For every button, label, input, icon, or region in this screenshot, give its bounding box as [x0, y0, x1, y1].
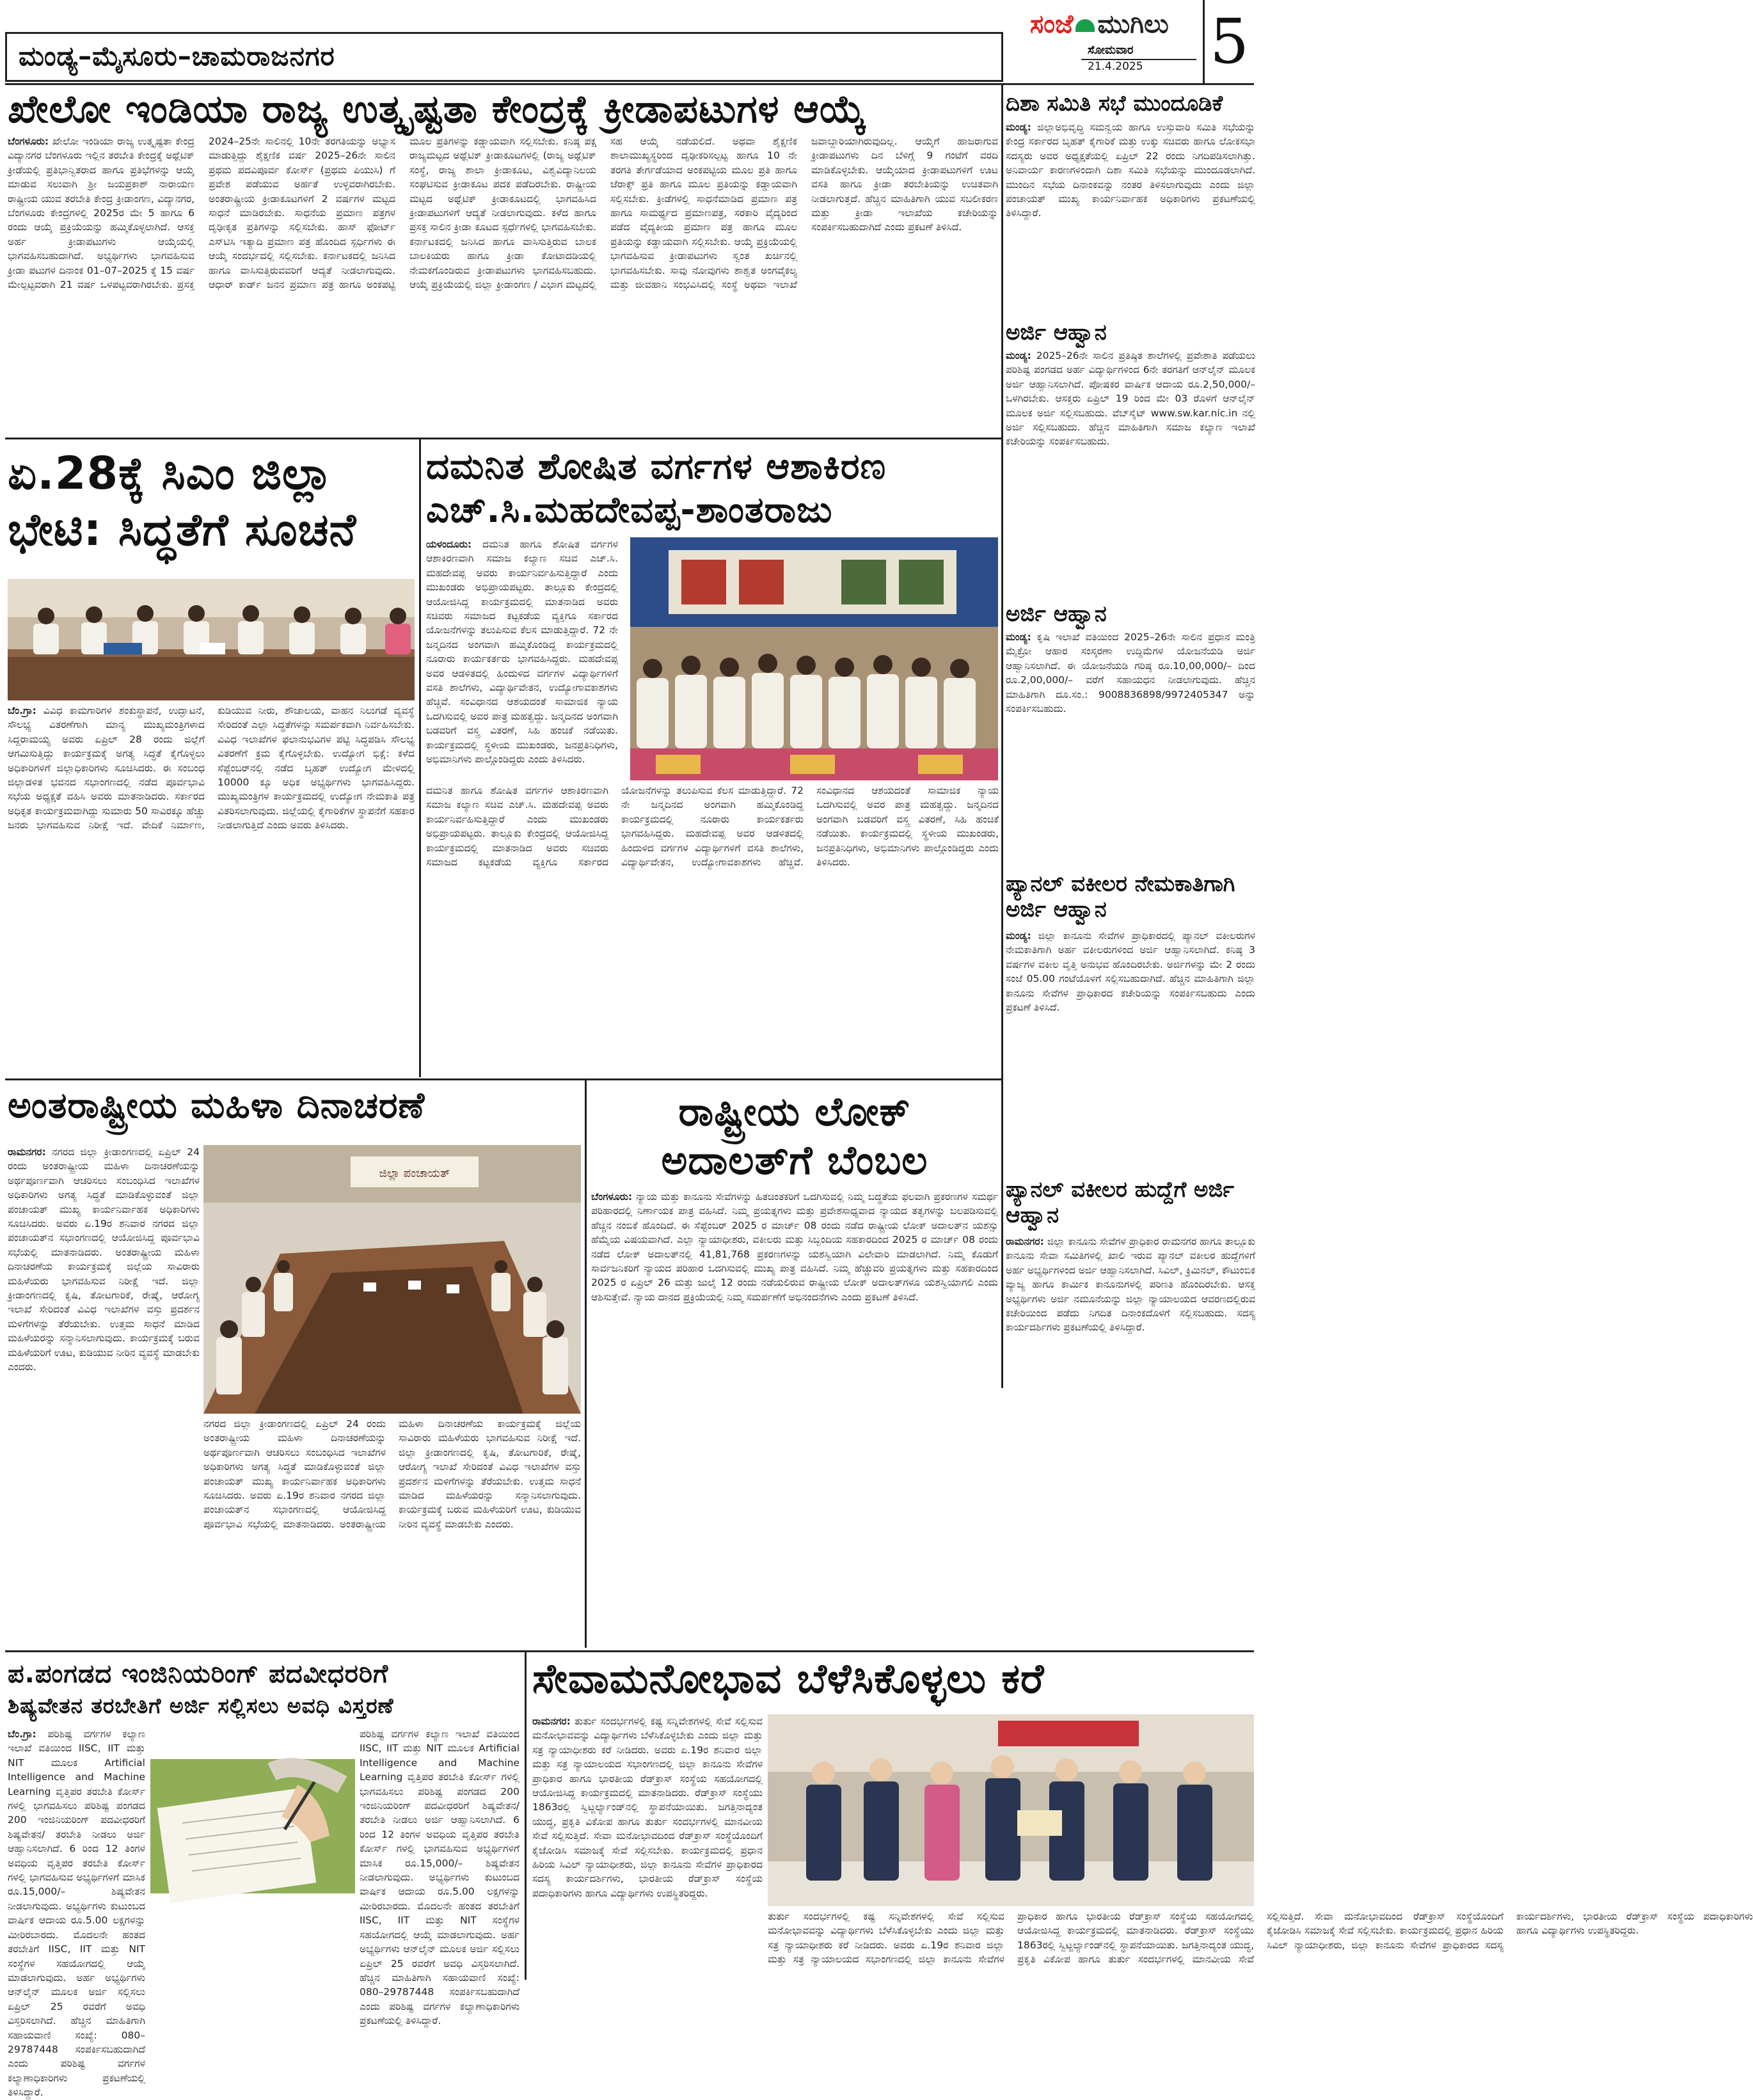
hall-meeting-illustration: [203, 1145, 581, 1414]
lok-adalat-headline-line1: ರಾಷ್ಟ್ರೀಯ ಲೋಕ್: [678, 1088, 911, 1135]
panel-advocates-text: ಜಿಲ್ಲಾ ಕಾನೂನು ಸೇವೆಗಳ ಪ್ರಾಧಿಕಾರದಲ್ಲಿ ಪ್ಯಾನಲ್ ವಕೀಲರುಗಳ ನೇಮಕಾತಿಗಾಗಿ ಅರ್ಹ ವಕೀಲರುಗಳಿಂದ ಅರ್ಜಿ ಆಹ್ವಾನಿಸಲಾಗಿದೆ. ಕನಿಷ್ಠ 3 ವರ್ಷಗಳ ವಕೀಲ ವೃತ್ತಿ ಅನುಭವ ಹೊಂದಿರಬೇಕು. ಅರ್ಜಿಗಳನ್ನು ಮೇ 2 ರಂದು ಸಂಜೆ 05.00 ಗಂಟೆಯೊಳಗೆ ಸಲ್ಲಿಸಬಹುದಾಗಿದೆ. ಹೆಚ್ಚಿನ ಮಾಹಿತಿಗಾಗಿ ಜಿಲ್ಲಾ ಕಾನೂನು ಸೇವೆಗಳ ಪ್ರಾಧಿಕಾರದ ಕಚೇರಿಯನ್ನು ಸಂಪರ್ಕಿಸಬಹುದು ಎಂದು ಪ್ರಕಟಣೆ ತಿಳಿಸಿದೆ.: [1006, 930, 1255, 1014]
cm-visit-headline-line2: ಭೇಟಿ: ಸಿದ್ಧತೆಗೆ ಸೂಚನೆ: [8, 503, 357, 556]
application1-headline: ಅರ್ಜಿ ಆಹ್ವಾನ: [1006, 320, 1107, 345]
internship-body: [8, 1727, 145, 2099]
service-text: ತುರ್ತು ಸಂದರ್ಭಗಳಲ್ಲಿ ಕಷ್ಟ ಸನ್ನಿವೇಶಗಳಲ್ಲಿ ಸೇವೆ ಸಲ್ಲಿಸುವ ಮನೋಭಾವವನ್ನು ವಿದ್ಯಾರ್ಥಿಗಳು ಬೆಳೆಸಿಕೊಳ್ಳಬೇಕು ಎಂದು ಜಿಲ್ಲಾ ಮತ್ತು ಸತ್ರ ನ್ಯಾಯಾಧೀಶರು ಕರೆ ನೀಡಿದರು. ಅವರು ಏ.19ರ ಶನಿವಾರ ಜಿಲ್ಲಾ ಮತ್ತು ಸತ್ರ ನ್ಯಾಯಾಲಯದ ಸಭಾಂಗಣದಲ್ಲಿ ಜಿಲ್ಲಾ ಕಾನೂನು ಸೇವೆಗಳ ಪ್ರಾಧಿಕಾರ ಹಾಗೂ ಭಾರತೀಯ ರೆಡ್‌ಕ್ರಾಸ್ ಸಂಸ್ಥೆಯ ಸಹಯೋಗದಲ್ಲಿ ಆಯೋಜಿಸಿದ್ದ ಕಾರ್ಯಕ್ರಮದಲ್ಲಿ ಮಾತನಾಡಿದರು. ರೆಡ್‌ಕ್ರಾಸ್ ಸಂಸ್ಥೆಯು 1863ರಲ್ಲಿ ಸ್ವಿಟ್ಜರ್ಲ್ಯಾಂಡ್‌ನಲ್ಲಿ ಸ್ಥಾಪನೆಯಾಯಿತು. ಜಗತ್ತಿನಾದ್ಯಂತ ಯುದ್ಧ, ಪ್ರಕೃತಿ ವಿಕೋಪ ಹಾಗೂ ತುರ್ತು ಸಂದರ್ಭಗಳಲ್ಲಿ ಮಾನವೀಯ ಸೇವೆ ಸಲ್ಲಿಸುತ್ತಿದೆ. ಸೇವಾ ಮನೋಭಾವದಿಂದ ರೆಡ್‌ಕ್ರಾಸ್ ಸಂಸ್ಥೆಯೊಂದಿಗೆ ಕೈಜೋಡಿಸಿ ಸಮಾಜಕ್ಕೆ ಸೇವೆ ಸಲ್ಲಿಸಬೇಕು. ಕಾರ್ಯಕ್ರಮದಲ್ಲಿ ಪ್ರಧಾನ ಹಿರಿಯ ಸಿವಿಲ್ ನ್ಯಾಯಾಧೀಶರು, ಜಿಲ್ಲಾ ಕಾನೂನು ಸೇವೆಗಳ ಪ್ರಾಧಿಕಾರದ ಸದಸ್ಯ ಕಾರ್ಯದರ್ಶಿಗಳು, ಭಾರತೀಯ ರೆಡ್‌ಕ್ರಾಸ್ ಸಂಸ್ಥೆಯ ಪದಾಧಿಕಾರಿಗಳು ಹಾಗೂ ವಿದ್ಯಾರ್ಥಿಗಳು ಉಪಸ್ಥಿತರಿದ್ದರು.: [532, 1716, 763, 1899]
panel-post-headline: ಪ್ಯಾನಲ್ ವಕೀಲರ ಹುದ್ದೆಗೆ ಅರ್ಜಿ ಆಹ್ವಾನ: [1006, 1177, 1234, 1228]
panel-post-body: [1006, 1235, 1255, 1586]
lok-adalat-headline: [591, 1087, 998, 1185]
meeting-photo-illustration: [8, 579, 415, 700]
cm-visit-dateline: ಬೆಂ.ಗ್ರಾ:: [8, 705, 36, 716]
panel-advocates-body: [1006, 929, 1255, 1178]
disha-headline: ದಿಶಾ ಸಮಿತಿ ಸಭೆ ಮುಂದೂಡಿಕೆ: [1006, 91, 1223, 116]
hope-headline: [426, 445, 999, 532]
womens-day-body: [8, 1145, 200, 1644]
hope-text: ದಮನಿತ ಹಾಗೂ ಶೋಷಿತ ವರ್ಗಗಳ ಆಶಾಕಿರಣವಾಗಿ ಸಮಾಜ ಕಲ್ಯಾಣ ಸಚಿವ ಎಚ್.ಸಿ. ಮಹದೇವಪ್ಪ ಅವರು ಕಾರ್ಯನಿರ್ವಹಿಸುತ್ತಿದ್ದಾರೆ ಎಂದು ಮುಖಂಡರು ಅಭಿಪ್ರಾಯಪಟ್ಟರು. ತಾಲ್ಲೂಕು ಕೇಂದ್ರದಲ್ಲಿ ಆಯೋಜಿಸಿದ್ದ ಕಾರ್ಯಕ್ರಮದಲ್ಲಿ ಮಾತನಾಡಿದ ಅವರು ಸಚಿವರು ಸಮಾಜದ ಕಟ್ಟಕಡೆಯ ವ್ಯಕ್ತಿಗೂ ಸರ್ಕಾರದ ಯೋಜನೆಗಳನ್ನು ತಲುಪಿಸುವ ಕೆಲಸ ಮಾಡುತ್ತಿದ್ದಾರೆ. 72 ನೇ ಜನ್ಮದಿನದ ಅಂಗವಾಗಿ ಹಮ್ಮಿಕೊಂಡಿದ್ದ ಕಾರ್ಯಕ್ರಮದಲ್ಲಿ ನೂರಾರು ಕಾರ್ಯಕರ್ತರು ಭಾಗವಹಿಸಿದ್ದರು. ಮಹದೇವಪ್ಪ ಅವರ ಆಡಳಿತದಲ್ಲಿ ಹಿಂದುಳಿದ ವರ್ಗಗಳ ವಿದ್ಯಾರ್ಥಿಗಳಿಗೆ ವಸತಿ ಶಾಲೆಗಳು, ವಿದ್ಯಾರ್ಥಿವೇತನ, ಉದ್ಯೋಗಾವಕಾಶಗಳು ಹೆಚ್ಚಿವೆ. ಸಂವಿಧಾನದ ಆಶಯದಂತೆ ಸಾಮಾಜಿಕ ನ್ಯಾಯ ಒದಗಿಸುವಲ್ಲಿ ಅವರ ಪಾತ್ರ ಮಹತ್ವದ್ದು. ಜನ್ಮದಿನದ ಅಂಗವಾಗಿ ಬಡವರಿಗೆ ವಸ್ತ್ರ ವಿತರಣೆ, ಸಿಹಿ ಹಂಚಿಕೆ ನಡೆಯಿತು. ಕಾರ್ಯಕ್ರಮದಲ್ಲಿ ಸ್ಥಳೀಯ ಮುಖಂಡರು, ಜನಪ್ರತಿನಿಧಿಗಳು, ಅಭಿಮಾನಿಗಳು ಪಾಲ್ಗೊಂಡಿದ್ದರು ಎಂದು ತಿಳಿಸಿದರು.: [426, 539, 618, 766]
divider: [585, 1078, 587, 1648]
khelo-dateline: ಬೆಂಗಳೂರು:: [8, 136, 49, 147]
hope-body-continued: [426, 784, 999, 1075]
divider: [5, 1078, 1001, 1080]
cm-visit-body: [8, 704, 415, 1075]
lok-adalat-body: [591, 1190, 998, 1644]
application2-body: [1006, 630, 1255, 867]
application1-text: 2025–26ನೇ ಸಾಲಿನ ಪ್ರತಿಷ್ಠಿತ ಶಾಲೆಗಳಲ್ಲಿ ಪ್ರವೇಶಾತಿ ಪಡೆಯಲು ಪರಿಶಿಷ್ಟ ಪಂಗಡದ ಅರ್ಹ ವಿದ್ಯಾರ್ಥಿಗಳಿಂದ 6ನೇ ತರಗತಿಗೆ ಆನ್‌ಲೈನ್ ಮೂಲಕ ಅರ್ಜಿ ಆಹ್ವಾನಿಸಲಾಗಿದೆ. ಪೋಷಕರ ವಾರ್ಷಿಕ ಆದಾಯ ರೂ.2,50,000/– ಒಳಗಿರಬೇಕು. ಆಸಕ್ತರು ಏಪ್ರಿಲ್ 19 ರಿಂದ ಮೇ 03 ರೊಳಗೆ ಆನ್‌ಲೈನ್ ಮೂಲಕ ಅರ್ಜಿ ಸಲ್ಲಿಸಬಹುದು. ವೆಬ್‌ಸೈಟ್ www.sw.kar.nic.in ನಲ್ಲಿ ಅರ್ಜಿ ಸಲ್ಲಿಸಬಹುದು. ಹೆಚ್ಚಿನ ಮಾಹಿತಿಗಾಗಿ ಸಮಾಜ ಕಲ್ಯಾಣ ಇಲಾಖೆ ಕಚೇರಿಯನ್ನು ಸಂಪರ್ಕಿಸಬಹುದು.: [1006, 350, 1255, 448]
award-ceremony-illustration: [768, 1714, 1254, 1906]
issue-date: 21.4.2025: [1088, 60, 1143, 73]
womens-day-text-continued: ನಗರದ ಜಿಲ್ಲಾ ಕ್ರೀಡಾಂಗಣದಲ್ಲಿ ಏಪ್ರಿಲ್ 24 ರಂದು ಅಂತರಾಷ್ಟ್ರೀಯ ಮಹಿಳಾ ದಿನಾಚರಣೆಯನ್ನು ಅರ್ಥಪೂರ್ಣವಾಗಿ ಆಚರಿಸಲು ಸಂಬಂಧಿಸಿದ ಇಲಾಖೆಗಳ ಅಧಿಕಾರಿಗಳು ಅಗತ್ಯ ಸಿದ್ಧತೆ ಮಾಡಿಕೊಳ್ಳುವಂತೆ ಜಿಲ್ಲಾ ಪಂಚಾಯತ್ ಮುಖ್ಯ ಕಾರ್ಯನಿರ್ವಾಹಕ ಅಧಿಕಾರಿಗಳು ಸೂಚಿಸಿದರು. ಅವರು ಏ.19ರ ಶನಿವಾರ ನಗರದ ಜಿಲ್ಲಾ ಪಂಚಾಯತ್‌ನ ಸಭಾಂಗಣದಲ್ಲಿ ಆಯೋಜಿಸಿದ್ದ ಪೂರ್ವಭಾವಿ ಸಭೆಯಲ್ಲಿ ಮಾತನಾಡಿದರು. ಅಂತರಾಷ್ಟ್ರೀಯ ಮಹಿಳಾ ದಿನಾಚರಣೆಯ ಕಾರ್ಯಕ್ರಮಕ್ಕೆ ಜಿಲ್ಲೆಯ ಸಾವಿರಾರು ಮಹಿಳೆಯರು ಭಾಗವಹಿಸುವ ನಿರೀಕ್ಷೆ ಇದೆ. ಜಿಲ್ಲಾ ಕ್ರೀಡಾಂಗಣದಲ್ಲಿ ಕೃಷಿ, ತೋಟಗಾರಿಕೆ, ರೇಷ್ಮೆ, ಆರೋಗ್ಯ ಇಲಾಖೆ ಸೇರಿದಂತೆ ವಿವಿಧ ಇಲಾಖೆಗಳ ವಸ್ತು ಪ್ರದರ್ಶನ ಮಳಿಗೆಗಳನ್ನು ತೆರೆಯಬೇಕು. ಉತ್ತಮ ಸಾಧನೆ ಮಾಡಿದ ಮಹಿಳೆಯರನ್ನು ಸನ್ಮಾನಿಸಲಾಗುವುದು. ಕಾರ್ಯಕ್ರಮಕ್ಕೆ ಬರುವ ಮಹಿಳೆಯರಿಗೆ ಊಟ, ಕುಡಿಯುವ ನೀರಿನ ವ್ಯವಸ್ಥೆ ಮಾಡಬೇಕು ಎಂದರು.: [203, 1418, 581, 1530]
hope-headline-line1: ದಮನಿತ ಶೋಷಿತ ವರ್ಗಗಳ ಆಶಾಕಿರಣ: [426, 446, 887, 487]
disha-dateline: ಮಂಡ್ಯ:: [1006, 122, 1031, 133]
umbrella-icon: [1075, 19, 1095, 32]
divider: [5, 1650, 1254, 1652]
service-award-photo: [768, 1714, 1254, 1906]
issue-day: ಸೋಮವಾರ: [1088, 43, 1134, 57]
panel-advocates-dateline: ಮಂಡ್ಯ:: [1006, 930, 1031, 942]
womens-day-text: ನಗರದ ಜಿಲ್ಲಾ ಕ್ರೀಡಾಂಗಣದಲ್ಲಿ ಏಪ್ರಿಲ್ 24 ರಂದು ಅಂತರಾಷ್ಟ್ರೀಯ ಮಹಿಳಾ ದಿನಾಚರಣೆಯನ್ನು ಅರ್ಥಪೂರ್ಣವಾಗಿ ಆಚರಿಸಲು ಸಂಬಂಧಿಸಿದ ಇಲಾಖೆಗಳ ಅಧಿಕಾರಿಗಳು ಅಗತ್ಯ ಸಿದ್ಧತೆ ಮಾಡಿಕೊಳ್ಳುವಂತೆ ಜಿಲ್ಲಾ ಪಂಚಾಯತ್ ಮುಖ್ಯ ಕಾರ್ಯನಿರ್ವಾಹಕ ಅಧಿಕಾರಿಗಳು ಸೂಚಿಸಿದರು. ಅವರು ಏ.19ರ ಶನಿವಾರ ನಗರದ ಜಿಲ್ಲಾ ಪಂಚಾಯತ್‌ನ ಸಭಾಂಗಣದಲ್ಲಿ ಆಯೋಜಿಸಿದ್ದ ಪೂರ್ವಭಾವಿ ಸಭೆಯಲ್ಲಿ ಮಾತನಾಡಿದರು. ಅಂತರಾಷ್ಟ್ರೀಯ ಮಹಿಳಾ ದಿನಾಚರಣೆಯ ಕಾರ್ಯಕ್ರಮಕ್ಕೆ ಜಿಲ್ಲೆಯ ಸಾವಿರಾರು ಮಹಿಳೆಯರು ಭಾಗವಹಿಸುವ ನಿರೀಕ್ಷೆ ಇದೆ. ಜಿಲ್ಲಾ ಕ್ರೀಡಾಂಗಣದಲ್ಲಿ ಕೃಷಿ, ತೋಟಗಾರಿಕೆ, ರೇಷ್ಮೆ, ಆರೋಗ್ಯ ಇಲಾಖೆ ಸೇರಿದಂತೆ ವಿವಿಧ ಇಲಾಖೆಗಳ ವಸ್ತು ಪ್ರದರ್ಶನ ಮಳಿಗೆಗಳನ್ನು ತೆರೆಯಬೇಕು. ಉತ್ತಮ ಸಾಧನೆ ಮಾಡಿದ ಮಹಿಳೆಯರನ್ನು ಸನ್ಮಾನಿಸಲಾಗುವುದು. ಕಾರ್ಯಕ್ರಮಕ್ಕೆ ಬರುವ ಮಹಿಳೆಯರಿಗೆ ಊಟ, ಕುಡಿಯುವ ನೀರಿನ ವ್ಯವಸ್ಥೆ ಮಾಡಬೇಕು ಎಂದರು.: [8, 1146, 200, 1373]
internship-headline-line1: ಪ.ಪಂಗಡದ ಇಂಜಿನಿಯರಿಂಗ್ ಪದವೀಧರರಿಗೆ: [8, 1659, 389, 1689]
disha-text: ಜಿಲ್ಲಾಅಭಿವೃದ್ಧಿ ಸಮನ್ವಯ ಹಾಗೂ ಉಸ್ತುವಾರಿ ಸಮಿತಿ ಸಭೆಯನ್ನು ಕೇಂದ್ರ ಸರ್ಕಾರದ ಬೃಹತ್ ಕೈಗಾರಿಕೆ ಮತ್ತು ಉಕ್ಕು ಸಚಿವರು ಹಾಗೂ ಲೋಕಸಭಾ ಸದಸ್ಯರು ಅವರ ಅಧ್ಯಕ್ಷತೆಯಲ್ಲಿ ಏಪ್ರಿಲ್ 22 ರಂದು ನಿಗದಿಪಡಿಸಲಾಗಿತ್ತು. ಅನಿವಾರ್ಯ ಕಾರಣಗಳಿಂದಾಗಿ ದಿಶಾ ಸಮಿತಿ ಸಭೆಯನ್ನು ಮುಂದೂಡಲಾಗಿದೆ. ಮುಂದಿನ ಸಭೆಯ ದಿನಾಂಕವನ್ನು ನಂತರ ತಿಳಿಸಲಾಗುವುದು ಎಂದು ಜಿಲ್ಲಾ ಪಂಚಾಯತ್ ಮುಖ್ಯ ಕಾರ್ಯನಿರ್ವಾಹಕ ಅಧಿಕಾರಿಗಳು ಪ್ರಕಟಣೆಯಲ್ಲಿ ತಿಳಿಸಿದ್ದಾರೆ.: [1006, 122, 1255, 219]
application1-dateline: ಮಂಡ್ಯ:: [1006, 350, 1031, 361]
lok-adalat-headline-line2: ಅದಾಲತ್‌ಗೆ ಬೆಂಬಲ: [661, 1137, 928, 1183]
divider: [5, 83, 1254, 85]
womens-day-body-continued: [203, 1417, 581, 1644]
khelo-text: ಖೇಲೋ ಇಂಡಿಯಾ ರಾಜ್ಯ ಉತ್ಕೃಷ್ಟತಾ ಕೇಂದ್ರ ವಿದ್ಯಾನಗರ ಬೆಂಗಳೂರು ಇಲ್ಲಿನ ತರಬೇತಿ ಕೇಂದ್ರಕ್ಕೆ ಅಥ್ಲೆಟಿಕ್ ಕ್ರೀಡೆಯಲ್ಲಿ ಪ್ರತಿಭಾನ್ವಿತರಾದ ಹಾಗೂ ಪ್ರತಿಭೆಗಳನ್ನು ಆಯ್ಕೆ ಮಾಡುವ ಸಲುವಾಗಿ ಶ್ರೀ ಜಯಪ್ರಕಾಶ್ ನಾರಾಯಣ ರಾಷ್ಟ್ರೀಯ ಯುವ ತರಬೇತಿ ಕೇಂದ್ರ ಕ್ರೀಡಾಂಗಣ, ವಿದ್ಯಾನಗರ, ಬೆಂಗಳೂರು ಕೇಂದ್ರಗಳಲ್ಲಿ 2025ರ ಮೇ 5 ಹಾಗೂ 6 ರಂದು ಆಯ್ಕೆ ಪ್ರಕ್ರಿಯೆಯನ್ನು ಹಮ್ಮಿಕೊಳ್ಳಲಾಗಿದೆ. ಆಸಕ್ತ ಅರ್ಹ ಕ್ರೀಡಾಪಟುಗಳು ಆಯ್ಕೆಯಲ್ಲಿ ಭಾಗವಹಿಸಬಹುದಾಗಿದೆ. ಅಭ್ಯರ್ಥಿಗಳು ಭಾಗವಹಿಸುವ ಕ್ರೀಡಾ ಪಟುಗಳ ದಿನಾಂಕ 01–07–2025 ಕ್ಕೆ 15 ವರ್ಷ ಮೇಲ್ಪಟ್ಟವರಾಗಿ 21 ವರ್ಷ ಒಳಪಟ್ಟವರಾಗಿರಬೇಕು. ಪ್ರಸಕ್ತ 2024–25ನೇ ಸಾಲಿನಲ್ಲಿ 10ನೇ ತರಗತಿಯನ್ನು ಅಭ್ಯಾಸ ಮಾಡುತ್ತಿದ್ದು ಶೈಕ್ಷಣಿಕ ವರ್ಷ 2025–26ನೇ ಸಾಲಿನ ಪ್ರಥಮ ಪದವಿಪೂರ್ವ ಕೋರ್ಸ್ (ಪ್ರಥಮ ಪಿಯುಸಿ) ಗೆ ಪ್ರವೇಶ ಪಡೆಯುವ ಅರ್ಹತೆ ಉಳ್ಳವರಾಗಿರಬೇಕು. ಅಂತರಾಷ್ಟ್ರೀಯ ಕ್ರೀಡಾಕೂಟಗಳಿಗೆ 2 ವರ್ಷಗಳ ಮಟ್ಟದ ಸಾಧನೆ ಮಾಡಿರಬೇಕು. ಸಾಧನೆಯ ಪ್ರಮಾಣ ಪತ್ರಗಳ ದೃಢೀಕೃತ ಪ್ರತಿಗಳನ್ನು ಸಲ್ಲಿಸಬೇಕು. ಹಾಸ್ ಫೋರ್ಟ್ ಎಸ್‌ಟಿಸಿ ಇತ್ಯಾದಿ ಪ್ರಮಾಣ ಪತ್ರ ಹೊಂದಿದ ಸ್ಪರ್ಧಿಗಳು ಈ ಆಯ್ಕೆ ಸಂದರ್ಭದಲ್ಲಿ ಸಲ್ಲಿಸಬೇಕು. ಕರ್ನಾಟಕದಲ್ಲಿ ಜನಿಸಿದ ಹಾಗೂ ವಾಸಿಸುತ್ತಿರುವವರಿಗೆ ಆದ್ಯತೆ ನೀಡಲಾಗುವುದು. ಆಧಾರ್ ಕಾರ್ಡ್ ಜನನ ಪ್ರಮಾಣ ಪತ್ರ ಹಾಗೂ ಅಂಕಪಟ್ಟಿ ಮೂಲ ಪ್ರತಿಗಳನ್ನು ಕಡ್ಡಾಯವಾಗಿ ಸಲ್ಲಿಸಬೇಕು. ಕನಿಷ್ಠ ಪಕ್ಷ ರಾಜ್ಯಮಟ್ಟದ ಅಥ್ಲೆಟಿಕ್ ಕ್ರೀಡಾಕೂಟಗಳಲ್ಲಿ (ರಾಜ್ಯ ಅಥ್ಲೆಟಿಕ್ ಸಂಸ್ಥೆ, ರಾಜ್ಯ ಶಾಲಾ ಕ್ರೀಡಾಕೂಟ, ವಿಶ್ವವಿದ್ಯಾನಿಲಯ ಸಂಘಟಿಸುವ ಕ್ರೀಡಾಕೂಟ ಪದಕ ಪಡೆದಿರಬೇಕು. ರಾಷ್ಟ್ರೀಯ ಮಟ್ಟದ ಅಥ್ಲೆಟಿಕ್ ಕ್ರೀಡಾಕೂಟದಲ್ಲಿ ಭಾಗವಹಿಸಿದ ಕ್ರೀಡಾಪಟುಗಳಿಗೆ ಆದ್ಯತೆ ನೀಡಲಾಗುವುದು. ಕಳೆದ ಹಾಗೂ ಪ್ರಸಕ್ತ ಸಾಲಿನ ಕ್ರೀಡಾ ಕೂಟದ ಸ್ಪರ್ಧೆಗಳಲ್ಲಿ ಭಾಗವಹಿಸಬೇಕು. ಕರ್ನಾಟಕದಲ್ಲಿ ಜನಿಸಿದ ಹಾಗೂ ವಾಸಿಸುತ್ತಿರುವ ಬಾಲಕ ಬಾಲಕಿಯರು ಹಾಗೂ ಕ್ರೀಡಾ ಕೋಟಾದಡಿಯಲ್ಲಿ ನೇಮಕಗೊಂಡಿರುವ ಕ್ರೀಡಾಪಟುಗಳು ಭಾಗವಹಿಸಬಹುದು. ಆಯ್ಕೆ ಪ್ರಕ್ರಿಯೆಯಲ್ಲಿ ಜಿಲ್ಲಾ ಕ್ರೀಡಾಂಗಣ / ವಿಭಾಗ ಮಟ್ಟದಲ್ಲಿ ಸಹ ಆಯ್ಕೆ ನಡೆಯಲಿದೆ. ಅಥವಾ ಶೈಕ್ಷಣಿಕ ಶಾಲಾಮುಖ್ಯಸ್ಥರಿಂದ ದೃಢೀಕರಿಸಲ್ಪಟ್ಟ ಹಾಗೂ 10 ನೇ ತರಗತಿ ತೇರ್ಗಡೆಯಾದ ಅಂಕಪಟ್ಟಿಯ ಮೂಲ ಪ್ರತಿ ಹಾಗೂ ಜೆರಾಕ್ಸ್ ಪ್ರತಿ ಹಾಗೂ ಮೂಲ ಪ್ರತಿಯನ್ನು ಕಡ್ಡಾಯವಾಗಿ ಸಲ್ಲಿಸಬೇಕು. ಕ್ರೀಡೆಗಳಲ್ಲಿ ಸಾಧನೆಮಾಡಿದ ಪ್ರಮಾಣ ಪತ್ರ ಹಾಗೂ ಸಾಮರ್ಥ್ಯದ ಪ್ರಮಾಣಪತ್ರ, ಸರಕಾರಿ ವೈದ್ಯರಿಂದ ಪಡೆದ ವೈದ್ಯಕೀಯ ಪ್ರಮಾಣ ಪತ್ರ ಹಾಗೂ ಮೂಲ ಪ್ರತಿಯನ್ನು ಕಡ್ಡಾಯವಾಗಿ ಸಲ್ಲಿಸಬೇಕು. ಆಯ್ಕೆ ಪ್ರಕ್ರಿಯೆಯಲ್ಲಿ ಭಾಗವಹಿಸುವ ಕ್ರೀಡಾಪಟುಗಳು ಸ್ವಂತ ಖರ್ಚಿನಲ್ಲಿ ಭಾಗವಹಿಸಬೇಕು. ಸಾವು ನೋವುಗಳು ಶಾಶ್ವತ ಅಂಗವೈಕಲ್ಯ ಮತ್ತು ಜೀವಹಾನಿ ಸಂಭವಿಸಿದಲ್ಲಿ ಸಂಸ್ಥೆ ಅಥವಾ ಇಲಾಖೆ ಜವಾಬ್ದಾರಿಯಾಗಿರುವುದಿಲ್ಲ. ಆಯ್ಕೆಗೆ ಹಾಜರಾಗುವ ಕ್ರೀಡಾಪಟುಗಳು ದಿನ ಬೆಳಿಗ್ಗೆ 9 ಗಂಟೆಗೆ ವರದಿ ಮಾಡಿಕೊಳ್ಳಬೇಕು. ಆಯ್ಕೆಯಾದ ಕ್ರೀಡಾಪಟುಗಳಿಗೆ ಊಟ ವಸತಿ ಹಾಗೂ ಕ್ರೀಡಾ ತರಬೇತಿಯನ್ನು ಉಚಿತವಾಗಿ ನೀಡಲಾಗುತ್ತದೆ. ಹೆಚ್ಚಿನ ಮಾಹಿತಿಗಾಗಿ ಯುವ ಸಬಲೀಕರಣ ಮತ್ತು ಕ್ರೀಡಾ ಇಲಾಖೆಯ ಕಚೇರಿಯನ್ನು ಸಂಪರ್ಕಿಸಬಹುದಾಗಿದೆ ಎಂದು ಪ್ರಕಟಣೆ ತಿಳಿಸಿದೆ.: [8, 136, 998, 291]
hope-body-intro: [426, 537, 618, 780]
lok-adalat-dateline: ಬೆಂಗಳೂರು:: [591, 1191, 633, 1203]
womens-day-meeting-photo: [203, 1145, 581, 1414]
cm-visit-headline: [8, 445, 424, 558]
service-text-continued: ತುರ್ತು ಸಂದರ್ಭಗಳಲ್ಲಿ ಕಷ್ಟ ಸನ್ನಿವೇಶಗಳಲ್ಲಿ ಸೇವೆ ಸಲ್ಲಿಸುವ ಮನೋಭಾವವನ್ನು ವಿದ್ಯಾರ್ಥಿಗಳು ಬೆಳೆಸಿಕೊಳ್ಳಬೇಕು ಎಂದು ಜಿಲ್ಲಾ ಮತ್ತು ಸತ್ರ ನ್ಯಾಯಾಧೀಶರು ಕರೆ ನೀಡಿದರು. ಅವರು ಏ.19ರ ಶನಿವಾರ ಜಿಲ್ಲಾ ಮತ್ತು ಸತ್ರ ನ್ಯಾಯಾಲಯದ ಸಭಾಂಗಣದಲ್ಲಿ ಜಿಲ್ಲಾ ಕಾನೂನು ಸೇವೆಗಳ ಪ್ರಾಧಿಕಾರ ಹಾಗೂ ಭಾರತೀಯ ರೆಡ್‌ಕ್ರಾಸ್ ಸಂಸ್ಥೆಯ ಸಹಯೋಗದಲ್ಲಿ ಆಯೋಜಿಸಿದ್ದ ಕಾರ್ಯಕ್ರಮದಲ್ಲಿ ಮಾತನಾಡಿದರು. ರೆಡ್‌ಕ್ರಾಸ್ ಸಂಸ್ಥೆಯು 1863ರಲ್ಲಿ ಸ್ವಿಟ್ಜರ್ಲ್ಯಾಂಡ್‌ನಲ್ಲಿ ಸ್ಥಾಪನೆಯಾಯಿತು. ಜಗತ್ತಿನಾದ್ಯಂತ ಯುದ್ಧ, ಪ್ರಕೃತಿ ವಿಕೋಪ ಹಾಗೂ ತುರ್ತು ಸಂದರ್ಭಗಳಲ್ಲಿ ಮಾನವೀಯ ಸೇವೆ ಸಲ್ಲಿಸುತ್ತಿದೆ. ಸೇವಾ ಮನೋಭಾವದಿಂದ ರೆಡ್‌ಕ್ರಾಸ್ ಸಂಸ್ಥೆಯೊಂದಿಗೆ ಕೈಜೋಡಿಸಿ ಸಮಾಜಕ್ಕೆ ಸೇವೆ ಸಲ್ಲಿಸಬೇಕು. ಕಾರ್ಯಕ್ರಮದಲ್ಲಿ ಪ್ರಧಾನ ಹಿರಿಯ ಸಿವಿಲ್ ನ್ಯಾಯಾಧೀಶರು, ಜಿಲ್ಲಾ ಕಾನೂನು ಸೇವೆಗಳ ಪ್ರಾಧಿಕಾರದ ಸದಸ್ಯ ಕಾರ್ಯದರ್ಶಿಗಳು, ಭಾರತೀಯ ರೆಡ್‌ಕ್ರಾಸ್ ಸಂಸ್ಥೆಯ ಪದಾಧಿಕಾರಿಗಳು ಹಾಗೂ ವಿದ್ಯಾರ್ಥಿಗಳು ಉಪಸ್ಥಿತರಿದ್ದರು.: [768, 1911, 1753, 1966]
cm-visit-meeting-photo: [8, 579, 415, 700]
brand-logo: [1030, 9, 1169, 40]
divider: [525, 1650, 527, 1980]
cm-visit-text: ವಿವಿಧ ಕಾಮಗಾರಿಗಳ ಶಂಕುಸ್ಥಾಪನೆ, ಉದ್ಘಾಟನೆ, ಸೌಲಭ್ಯ ವಿತರಣೆಗಾಗಿ ಮಾನ್ಯ ಮುಖ್ಯಮಂತ್ರಿಗಳಾದ ಸಿದ್ದರಾಮಯ್ಯ ಅವರು ಏಪ್ರಿಲ್ 28 ರಂದು ಜಿಲ್ಲೆಗೆ ಆಗಮಿಸುತ್ತಿದ್ದು ಕಾರ್ಯಕ್ರಮಕ್ಕೆ ಅಗತ್ಯ ಸಿದ್ಧತೆ ಕೈಗೊಳ್ಳಲು ಅಧಿಕಾರಿಗಳಿಗೆ ಜಿಲ್ಲಾಧಿಕಾರಿಗಳು ಸೂಚಿಸಿದರು. ಈ ಸಂಬಂಧ ಜಿಲ್ಲಾಡಳಿತ ಭವನದ ಸಭಾಂಗಣದಲ್ಲಿ ನಡೆದ ಪೂರ್ವಭಾವಿ ಸಭೆಯ ಅಧ್ಯಕ್ಷತೆ ವಹಿಸಿ ಅವರು ಮಾತನಾಡಿದರು. ಸರ್ಕಾರದ ಅಧಿಕೃತ ಕಾರ್ಯಕ್ರಮವಾಗಿದ್ದು ಸುಮಾರು 50 ಸಾವಿರಕ್ಕೂ ಹೆಚ್ಚು ಜನರು ಭಾಗವಹಿಸುವ ನಿರೀಕ್ಷೆ ಇದೆ. ವೇದಿಕೆ ನಿರ್ಮಾಣ, ಕುಡಿಯುವ ನೀರು, ಶೌಚಾಲಯ, ವಾಹನ ನಿಲುಗಡೆ ವ್ಯವಸ್ಥೆ ಸೇರಿದಂತೆ ಎಲ್ಲಾ ಸಿದ್ಧತೆಗಳನ್ನು ಸಮರ್ಪಕವಾಗಿ ನಿರ್ವಹಿಸಬೇಕು. ವಿವಿಧ ಇಲಾಖೆಗಳ ಫಲಾನುಭವಿಗಳ ಪಟ್ಟಿ ಸಿದ್ಧಪಡಿಸಿ ಸೌಲಭ್ಯ ವಿತರಣೆಗೆ ಕ್ರಮ ಕೈಗೊಳ್ಳಬೇಕು. ಉದ್ಯೋಗ ಭಿಕ್ಷೆ: ಕಳೆದ ಸೆಪ್ಟೆಂಬರ್‌ನಲ್ಲಿ ನಡೆದ ಬೃಹತ್ ಉದ್ಯೋಗ ಮೇಳದಲ್ಲಿ 10000 ಕ್ಕೂ ಅಧಿಕ ಅಭ್ಯರ್ಥಿಗಳು ಭಾಗವಹಿಸಿದ್ದರು. ಮುಖ್ಯಮಂತ್ರಿಗಳ ಕಾರ್ಯಕ್ರಮದಲ್ಲಿ ಉದ್ಯೋಗ ನೇಮಕಾತಿ ಪತ್ರ ವಿತರಿಸಲಾಗುವುದು. ಜಿಲ್ಲೆಯಲ್ಲಿ ಕೈಗಾರಿಕೆಗಳ ಸ್ಥಾಪನೆಗೆ ಸಹಕಾರ ನೀಡಲಾಗುತ್ತಿದೆ ಎಂದು ಅವರು ತಿಳಿಸಿದರು.: [8, 705, 415, 832]
newspaper-brand: [1024, 8, 1209, 78]
application2-text: ಕೃಷಿ ಇಲಾಖೆ ವತಿಯಿಂದ 2025–26ನೇ ಸಾಲಿನ ಪ್ರಧಾನ ಮಂತ್ರಿ ಮೈಕ್ರೋ ಆಹಾರ ಸಂಸ್ಕರಣಾ ಉದ್ದಿಮೆಗಳ ಯೋಜನೆಯಡಿ ಅರ್ಜಿ ಆಹ್ವಾನಿಸಲಾಗಿದೆ. ಈ ಯೋಜನೆಯಡಿ ಗರಿಷ್ಠ ರೂ.10,00,000/– ದಿಂದ ರೂ.2,00,000/– ವರೆಗೆ ಸಹಾಯಧನ ನೀಡಲಾಗುವುದು. ಹೆಚ್ಚಿನ ಮಾಹಿತಿಗಾಗಿ ದೂ.ಸಂ.: 9008836898/9972405347 ಅನ್ನು ಸಂಪರ್ಕಿಸಬಹುದು.: [1006, 631, 1255, 715]
service-headline: ಸೇವಾಮನೋಭಾವ ಬೆಳೆಸಿಕೊಳ್ಳಲು ಕರೆ: [532, 1655, 1045, 1703]
hope-text-continued: ದಮನಿತ ಹಾಗೂ ಶೋಷಿತ ವರ್ಗಗಳ ಆಶಾಕಿರಣವಾಗಿ ಸಮಾಜ ಕಲ್ಯಾಣ ಸಚಿವ ಎಚ್.ಸಿ. ಮಹದೇವಪ್ಪ ಅವರು ಕಾರ್ಯನಿರ್ವಹಿಸುತ್ತಿದ್ದಾರೆ ಎಂದು ಮುಖಂಡರು ಅಭಿಪ್ರಾಯಪಟ್ಟರು. ತಾಲ್ಲೂಕು ಕೇಂದ್ರದಲ್ಲಿ ಆಯೋಜಿಸಿದ್ದ ಕಾರ್ಯಕ್ರಮದಲ್ಲಿ ಮಾತನಾಡಿದ ಅವರು ಸಚಿವರು ಸಮಾಜದ ಕಟ್ಟಕಡೆಯ ವ್ಯಕ್ತಿಗೂ ಸರ್ಕಾರದ ಯೋಜನೆಗಳನ್ನು ತಲುಪಿಸುವ ಕೆಲಸ ಮಾಡುತ್ತಿದ್ದಾರೆ. 72 ನೇ ಜನ್ಮದಿನದ ಅಂಗವಾಗಿ ಹಮ್ಮಿಕೊಂಡಿದ್ದ ಕಾರ್ಯಕ್ರಮದಲ್ಲಿ ನೂರಾರು ಕಾರ್ಯಕರ್ತರು ಭಾಗವಹಿಸಿದ್ದರು. ಮಹದೇವಪ್ಪ ಅವರ ಆಡಳಿತದಲ್ಲಿ ಹಿಂದುಳಿದ ವರ್ಗಗಳ ವಿದ್ಯಾರ್ಥಿಗಳಿಗೆ ವಸತಿ ಶಾಲೆಗಳು, ವಿದ್ಯಾರ್ಥಿವೇತನ, ಉದ್ಯೋಗಾವಕಾಶಗಳು ಹೆಚ್ಚಿವೆ. ಸಂವಿಧಾನದ ಆಶಯದಂತೆ ಸಾಮಾಜಿಕ ನ್ಯಾಯ ಒದಗಿಸುವಲ್ಲಿ ಅವರ ಪಾತ್ರ ಮಹತ್ವದ್ದು. ಜನ್ಮದಿನದ ಅಂಗವಾಗಿ ಬಡವರಿಗೆ ವಸ್ತ್ರ ವಿತರಣೆ, ಸಿಹಿ ಹಂಚಿಕೆ ನಡೆಯಿತು. ಕಾರ್ಯಕ್ರಮದಲ್ಲಿ ಸ್ಥಳೀಯ ಮುಖಂಡರು, ಜನಪ್ರತಿನಿಧಿಗಳು, ಅಭಿಮಾನಿಗಳು ಪಾಲ್ಗೊಂಡಿದ್ದರು ಎಂದು ತಿಳಿಸಿದರು.: [426, 785, 999, 869]
celebration-photo-illustration: [630, 537, 998, 780]
khelo-headline: ಖೇಲೋ ಇಂಡಿಯಾ ರಾಜ್ಯ ಉತ್ಕೃಷ್ಟತಾ ಕೇಂದ್ರಕ್ಕೆ ಕ್ರೀಡಾಪಟುಗಳ ಆಯ್ಕೆ: [8, 87, 867, 132]
brand-name-part1: ಸಂಜೆ: [1030, 10, 1074, 39]
panel-post-dateline: ರಾಮನಗರ:: [1006, 1236, 1044, 1247]
service-body-continued: [768, 1909, 1753, 1980]
internship-dateline: ಬೆಂ.ಗ್ರಾ:: [8, 1728, 36, 1740]
application2-headline: ಅರ್ಜಿ ಆಹ್ವಾನ: [1006, 601, 1107, 627]
cm-visit-headline-line1: ಏ.28ಕ್ಕೆ ಸಿಎಂ ಜಿಲ್ಲಾ: [8, 447, 333, 500]
section-banner: ಮಂಡ್ಯ–ಮೈಸೂರು–ಚಾಮರಾಜನಗರ: [5, 32, 1003, 82]
internship-text: ಪರಿಶಿಷ್ಟ ವರ್ಗಗಳ ಕಲ್ಯಾಣ ಇಲಾಖೆ ವತಿಯಿಂದ IISC, IIT ಮತ್ತು NIT ಮೂಲಕ Artificial Intelligence and Machine Learning ವೃತ್ತಿಪರ ತರಬೇತಿ ಕೋರ್ಸ್ ಗಳಲ್ಲಿ ಭಾಗವಹಿಸಲು ಪರಿಶಿಷ್ಟ ಪಂಗಡದ 200 ಇಂಜಿನಿಯರಿಂಗ್ ಪದವೀಧರರಿಗೆ ಶಿಷ್ಯವೇತನ/ ತರಬೇತಿ ನೀಡಲು ಅರ್ಜಿ ಆಹ್ವಾನಿಸಲಾಗಿದೆ. 6 ರಿಂದ 12 ತಿಂಗಳ ಅವಧಿಯ ವೃತ್ತಿಪರ ತರಬೇತಿ ಕೋರ್ಸ್ ಗಳಲ್ಲಿ ಭಾಗವಹಿಸುವ ಅಭ್ಯರ್ಥಿಗಳಿಗೆ ಮಾಸಿಕ ರೂ.15,000/– ಶಿಷ್ಯವೇತನ ನೀಡಲಾಗುವುದು. ಅಭ್ಯರ್ಥಿಗಳು ಕುಟುಂಬದ ವಾರ್ಷಿಕ ಆದಾಯ ರೂ.5.00 ಲಕ್ಷಗಳನ್ನು ಮೀರಿರಬಾರದು. ಮೊದಲನೇ ಹಂತದ ತರಬೇತಿಗೆ IISC, IIT ಮತ್ತು NIT ಸಂಸ್ಥೆಗಳ ಸಹಯೋಗದಲ್ಲಿ ಆಯ್ಕೆ ಮಾಡಲಾಗುವುದು. ಅರ್ಹ ಅಭ್ಯರ್ಥಿಗಳು ಆನ್‌ಲೈನ್ ಮೂಲಕ ಅರ್ಜಿ ಸಲ್ಲಿಸಲು ಏಪ್ರಿಲ್ 25 ರವರೆಗೆ ಅವಧಿ ವಿಸ್ತರಿಸಲಾಗಿದೆ. ಹೆಚ್ಚಿನ ಮಾಹಿತಿಗಾಗಿ ಸಹಾಯವಾಣಿ ಸಂಖ್ಯೆ: 080–29787448 ಸಂಪರ್ಕಿಸಬಹುದಾಗಿದೆ ಎಂದು ಪರಿಶಿಷ್ಟ ವರ್ಗಗಳ ಕಲ್ಯಾಣಾಧಿಕಾರಿಗಳು ಪ್ರಕಟಣೆಯಲ್ಲಿ ತಿಳಿಸಿದ್ದಾರೆ.: [8, 1728, 145, 2099]
lok-adalat-text: ನ್ಯಾಯ ಮತ್ತು ಕಾನೂನು ಸೇವೆಗಳನ್ನು ಹಿತಚಿಂತಕರಿಗೆ ಒದಗಿಸುವಲ್ಲಿ ನಿಮ್ಮ ಬದ್ಧತೆಯ ಫಲವಾಗಿ ಪ್ರಕರಣಗಳ ಸಮರ್ಥ ಪರಿಹಾರದಲ್ಲಿ ನಿರ್ಣಾಯಕ ಪಾತ್ರ ವಹಿಸಿದೆ. ನಿಮ್ಮ ಪ್ರಯತ್ನಗಳು ಮತ್ತು ಪ್ರವೇಶಸಾಧ್ಯವಾದ ನ್ಯಾಯದ ತತ್ವಗಳನ್ನು ಬಲಪಡಿಸುವಲ್ಲಿ ಹೆಚ್ಚಿನ ನಂಬಿಕೆ ಹೊಂದಿದೆ. ಈ ಸೆಪ್ಟೆಂಬರ್ 2025 ರ ಮಾರ್ಚ್ 08 ರಂದು ನಡೆದ ರಾಷ್ಟ್ರೀಯ ಲೋಕ್ ಅದಾಲತ್‌ನ ಯಶಸ್ಸು ಹೆಮ್ಮೆಯ ವಿಷಯವಾಗಿದೆ. ಎಲ್ಲಾ ನ್ಯಾಯಾಧೀಶರು, ವಕೀಲರು ಮತ್ತು ಸಿಬ್ಬಂದಿಯ ಸಹಕಾರದಿಂದ 2025 ರ ಮಾರ್ಚ್ 08 ರಂದು ನಡೆದ ಲೋಕ್ ಅದಾಲತ್‌ನಲ್ಲಿ 41,81,768 ಪ್ರಕರಣಗಳನ್ನು ಯಶಸ್ವಿಯಾಗಿ ವಿಲೇವಾರಿ ಮಾಡಲಾಗಿದೆ. ನಿಮ್ಮ ಕೊಡುಗೆ ಸಾರ್ವಜನಿಕರಿಗೆ ನ್ಯಾಯದ ಪರಿಹಾರ ಒದಗಿಸುವಲ್ಲಿ ಮುಖ್ಯ ಪಾತ್ರ ವಹಿಸಿದೆ. ನಿಮ್ಮ ಹೆಚ್ಚುವರಿ ಪ್ರಯತ್ನಗಳು ಮತ್ತು ಸಹಕಾರದಿಂದ 2025 ರ ಏಪ್ರಿಲ್ 26 ಮತ್ತು ಜುಲೈ 12 ರಂದು ನಡೆಯಲಿರುವ ರಾಷ್ಟ್ರೀಯ ಲೋಕ್ ಅದಾಲತ್‌ಗಳೂ ಯಶಸ್ವಿಯಾಗಲಿ ಎಂದು ಆಶಿಸುತ್ತೇವೆ. ನ್ಯಾಯ ದಾನದ ಪ್ರಕ್ರಿಯೆಯಲ್ಲಿ ನಿಮ್ಮ ಸಮರ್ಪಣೆಗೆ ಅಭಿನಂದನೆಗಳು ಎಂದು ಪ್ರಕಟಣೆ ತಿಳಿಸಿದೆ.: [591, 1191, 998, 1303]
internship-headline: [8, 1658, 520, 1722]
service-body: [532, 1714, 763, 1980]
hand-writing-illustration: [150, 1759, 355, 1893]
internship-text-continued: ಪರಿಶಿಷ್ಟ ವರ್ಗಗಳ ಕಲ್ಯಾಣ ಇಲಾಖೆ ವತಿಯಿಂದ IISC, IIT ಮತ್ತು NIT ಮೂಲಕ Artificial Intelligence and Machine Learning ವೃತ್ತಿಪರ ತರಬೇತಿ ಕೋರ್ಸ್ ಗಳಲ್ಲಿ ಭಾಗವಹಿಸಲು ಪರಿಶಿಷ್ಟ ಪಂಗಡದ 200 ಇಂಜಿನಿಯರಿಂಗ್ ಪದವೀಧರರಿಗೆ ಶಿಷ್ಯವೇತನ/ ತರಬೇತಿ ನೀಡಲು ಅರ್ಜಿ ಆಹ್ವಾನಿಸಲಾಗಿದೆ. 6 ರಿಂದ 12 ತಿಂಗಳ ಅವಧಿಯ ವೃತ್ತಿಪರ ತರಬೇತಿ ಕೋರ್ಸ್ ಗಳಲ್ಲಿ ಭಾಗವಹಿಸುವ ಅಭ್ಯರ್ಥಿಗಳಿಗೆ ಮಾಸಿಕ ರೂ.15,000/– ಶಿಷ್ಯವೇತನ ನೀಡಲಾಗುವುದು. ಅಭ್ಯರ್ಥಿಗಳು ಕುಟುಂಬದ ವಾರ್ಷಿಕ ಆದಾಯ ರೂ.5.00 ಲಕ್ಷಗಳನ್ನು ಮೀರಿರಬಾರದು. ಮೊದಲನೇ ಹಂತದ ತರಬೇತಿಗೆ IISC, IIT ಮತ್ತು NIT ಸಂಸ್ಥೆಗಳ ಸಹಯೋಗದಲ್ಲಿ ಆಯ್ಕೆ ಮಾಡಲಾಗುವುದು. ಅರ್ಹ ಅಭ್ಯರ್ಥಿಗಳು ಆನ್‌ಲೈನ್ ಮೂಲಕ ಅರ್ಜಿ ಸಲ್ಲಿಸಲು ಏಪ್ರಿಲ್ 25 ರವರೆಗೆ ಅವಧಿ ವಿಸ್ತರಿಸಲಾಗಿದೆ. ಹೆಚ್ಚಿನ ಮಾಹಿತಿಗಾಗಿ ಸಹಾಯವಾಣಿ ಸಂಖ್ಯೆ: 080–29787448 ಸಂಪರ್ಕಿಸಬಹುದಾಗಿದೆ ಎಂದು ಪರಿಶಿಷ್ಟ ವರ್ಗಗಳ ಕಲ್ಯಾಣಾಧಿಕಾರಿಗಳು ಪ್ರಕಟಣೆಯಲ್ಲಿ ತಿಳಿಸಿದ್ದಾರೆ.: [360, 1728, 520, 2027]
hall-banner-text: ಜಿಲ್ಲಾ ಪಂಚಾಯತ್: [379, 1167, 450, 1180]
internship-headline-line2: ಶಿಷ್ಯವೇತನ ತರಬೇತಿಗೆ ಅರ್ಜಿ ಸಲ್ಲಿಸಲು ಅವಧಿ ವಿಸ್ತರಣೆ: [8, 1693, 394, 1718]
panel-post-text: ಜಿಲ್ಲಾ ಕಾನೂನು ಸೇವೆಗಳ ಪ್ರಾಧಿಕಾರ ರಾಮನಗರ ಹಾಗೂ ತಾಲ್ಲೂಕು ಕಾನೂನು ಸೇವಾ ಸಮಿತಿಗಳಲ್ಲಿ ಖಾಲಿ ಇರುವ ಪ್ಯಾನಲ್ ವಕೀಲರ ಹುದ್ದೆಗಳಿಗೆ ಅರ್ಹ ಅಭ್ಯರ್ಥಿಗಳಿಂದ ಅರ್ಜಿ ಆಹ್ವಾನಿಸಲಾಗಿದೆ. ಸಿವಿಲ್, ಕ್ರಿಮಿನಲ್, ಕೌಟುಂಬಿಕ ವ್ಯಾಜ್ಯ ಹಾಗೂ ಕಾರ್ಮಿಕ ಕಾನೂನುಗಳಲ್ಲಿ ಪರಿಣತಿ ಹೊಂದಿರಬೇಕು. ಆಸಕ್ತ ಅಭ್ಯರ್ಥಿಗಳು ಅರ್ಜಿ ನಮೂನೆಯನ್ನು ಜಿಲ್ಲಾ ನ್ಯಾಯಾಲಯದ ಆವರಣದಲ್ಲಿರುವ ಕಚೇರಿಯಿಂದ ಪಡೆದು ನಿಗದಿತ ದಿನಾಂಕದೊಳಗೆ ಸಲ್ಲಿಸಬಹುದು. ಸದಸ್ಯ ಕಾರ್ಯದರ್ಶಿಗಳು ಪ್ರಕಟಣೆಯಲ್ಲಿ ತಿಳಿಸಿದ್ದಾರೆ.: [1006, 1236, 1255, 1334]
side-column-divider: [1001, 83, 1003, 1388]
panel-advocates-headline: ಪ್ಯಾನಲ್ ವಕೀಲರ ನೇಮಕಾತಿಗಾಗಿ ಅರ್ಜಿ ಆಹ್ವಾನ: [1006, 871, 1235, 922]
divider: [419, 438, 421, 1077]
hope-dateline: ಯಳಂದೂರು:: [426, 539, 472, 550]
internship-writing-photo: [150, 1759, 355, 1893]
divider: [5, 438, 1001, 439]
hope-headline-line2: ಎಚ್.ಸಿ.ಮಹದೇವಪ್ಪ-ಶಾಂತರಾಜು: [426, 489, 833, 531]
hope-celebration-photo: [630, 537, 998, 780]
internship-body-continued: [360, 1727, 520, 2027]
page-number: 5: [1203, 0, 1254, 83]
disha-body: [1006, 120, 1255, 319]
brand-name-part2: ಮುಗಿಲು: [1097, 10, 1169, 39]
application1-body: [1006, 349, 1255, 598]
womens-day-dateline: ರಾಮನಗರ:: [8, 1146, 46, 1158]
service-dateline: ರಾಮನಗರ:: [532, 1716, 571, 1727]
khelo-body: [8, 134, 998, 435]
application2-dateline: ಮಂಡ್ಯ:: [1006, 631, 1031, 643]
womens-day-headline: ಅಂತರಾಷ್ಟ್ರೀಯ ಮಹಿಳಾ ದಿನಾಚರಣೆ: [8, 1085, 425, 1126]
